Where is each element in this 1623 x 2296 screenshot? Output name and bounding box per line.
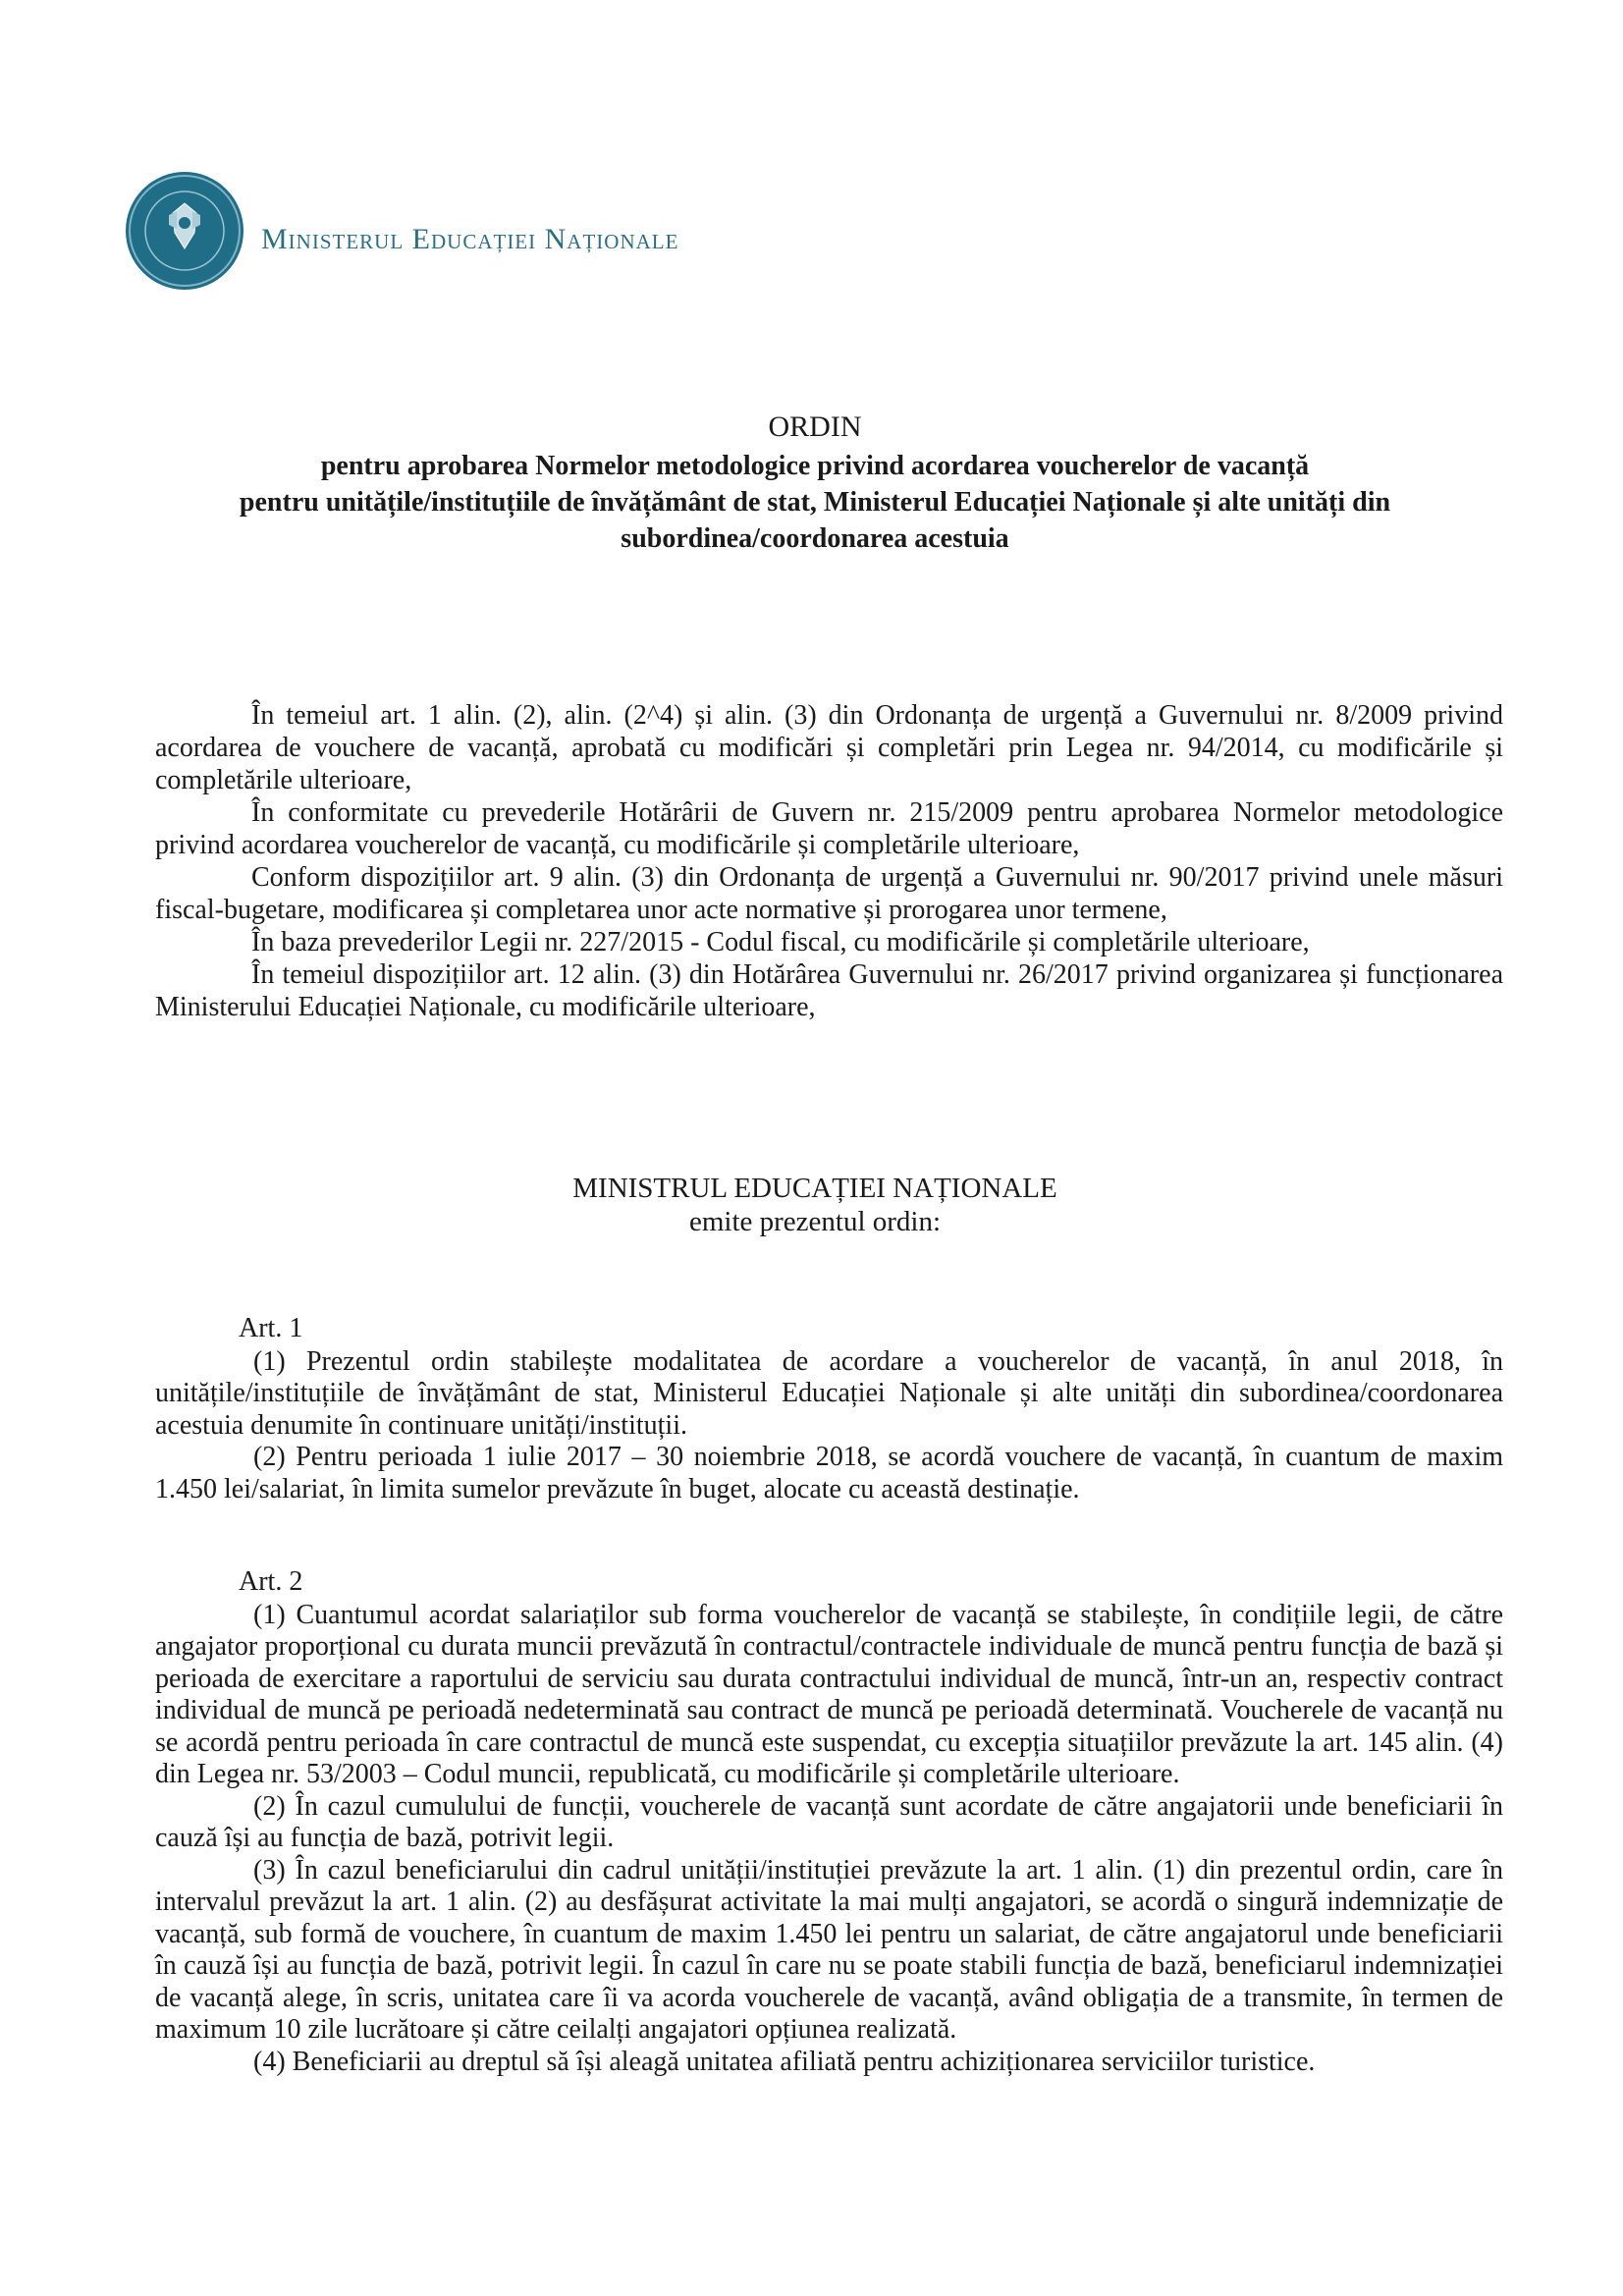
- letterhead: [126, 172, 678, 290]
- article-paragraph: (4) Beneficiarii au dreptul să își aleagă unitatea afiliată pentru achiziționarea serviciilor turistice.: [253, 2046, 1316, 2077]
- document-type: ORDIN: [768, 410, 862, 443]
- document-subtitle: [137, 448, 1492, 557]
- ministry-name: Ministerul Educației Naționale: [261, 223, 679, 255]
- preamble: [155, 699, 1503, 1023]
- issuer-action: emite prezentul ordin:: [688, 1206, 942, 1237]
- article-paragraph: (3) În cazul beneficiarului din cadrul unității/instituției prevăzute la art. 1 alin. (1) din prezentul ordin, care în intervalul prevăzut la art. 1 alin. (2) au desfășurat activitate la mai mulți angajatori, se acordă o singură indemnizație de vacanță, sub formă de vouchere, în cuantum de maxim 1.450 lei pentru un salariat, de către angajatorul unde beneficiarii în cauză își au funcția de bază, potrivit legii. În cazul în care nu se poate stabili funcția de bază, beneficiarul indemnizației de vacanță alege, în scris, unitatea care îi va acorda voucherele de vacanță, având obligația de a transmite, în termen de maximum 10 zile lucrătoare și către ceilalți angajatori opțiunea realizată.: [155, 1854, 1503, 2045]
- preamble-paragraph: În conformitate cu prevederile Hotărârii de Guvern nr. 215/2009 pentru aprobarea Normelor metodologice privind acordarea voucherelor de vacanță, cu modificările și completările ulterioare,: [155, 797, 1503, 860]
- preamble-paragraph: În baza prevederilor Legii nr. 227/2015 - Codul fiscal, cu modificările și completările ulterioare,: [251, 927, 1310, 957]
- article-2: [155, 1566, 1503, 2078]
- issuer-block: [137, 1172, 1492, 1238]
- article-1: [155, 1313, 1503, 1505]
- subtitle-line: subordinea/coordonarea acestuia: [621, 523, 1009, 554]
- preamble-paragraph: În temeiul art. 1 alin. (2), alin. (2^4) și alin. (3) din Ordonanța de urgență a Guvernului nr. 8/2009 privind acordarea de vouchere de vacanță, aprobată cu modificări și completări prin Legea nr. 94/2014, cu modificările și completările ulterioare,: [155, 700, 1503, 795]
- article-paragraph: (1) Prezentul ordin stabilește modalitatea de acordare a voucherelor de vacanță, în anul 2018, în unitățile/instituțiile de învățământ de stat, Ministerul Educației Naționale și alte unități din subordinea/coordonarea acestuia denumite în continuare unități/instituții.: [155, 1345, 1503, 1441]
- article-paragraph: (1) Cuantumul acordat salariaților sub forma voucherelor de vacanță se stabilește, în condițiile legii, de către angajator proporțional cu durata muncii prevăzută în contractul/contractele individuale de muncă pentru funcția de bază și perioada de exercitare a raportului de serviciu sau durata contractului individual de muncă, într-un an, respectiv contract individual de muncă pe perioadă nedeterminată sau contract de muncă pe perioadă determinată. Voucherele de vacanță nu se acordă pentru perioada în care contractul de muncă este suspendat, cu excepția situațiilor prevăzute la art. 145 alin. (4) din Legea nr. 53/2003 – Codul muncii, republicată, cu modificările și completările ulterioare.: [155, 1599, 1503, 1789]
- preamble-paragraph: În temeiul dispozițiilor art. 12 alin. (3) din Hotărârea Guvernului nr. 26/2017 privind organizarea și funcționarea Ministerului Educației Naționale, cu modificările ulterioare,: [155, 959, 1503, 1022]
- subtitle-line: pentru aprobarea Normelor metodologice privind acordarea voucherelor de vacanță: [320, 451, 1310, 481]
- article-heading: Art. 2: [239, 1566, 303, 1597]
- preamble-paragraph: Conform dispozițiilor art. 9 alin. (3) din Ordonanța de urgență a Guvernului nr. 90/2017 privind unele măsuri fiscal-bugetare, modificarea și completarea unor acte normative și prorogarea unor termene,: [155, 862, 1503, 925]
- article-paragraph: (2) Pentru perioada 1 iulie 2017 – 30 noiembrie 2018, se acordă vouchere de vacanță, în cuantum de maxim 1.450 lei/salariat, în limita sumelor prevăzute în buget, alocate cu această destinație.: [155, 1442, 1503, 1504]
- article-heading: Art. 1: [239, 1313, 303, 1343]
- ministry-seal-icon: [126, 172, 243, 290]
- article-paragraph: (2) În cazul cumulului de funcții, voucherele de vacanță sunt acordate de către angajatorii unde beneficiarii în cauză își au funcția de bază, potrivit legii.: [155, 1790, 1503, 1853]
- title-block: [137, 410, 1492, 557]
- issuer-name: MINISTRUL EDUCAȚIEI NAȚIONALE: [572, 1173, 1057, 1204]
- subtitle-line: pentru unitățile/instituțiile de învățământ de stat, Ministerul Educației Naționale și alte unități din: [239, 487, 1391, 518]
